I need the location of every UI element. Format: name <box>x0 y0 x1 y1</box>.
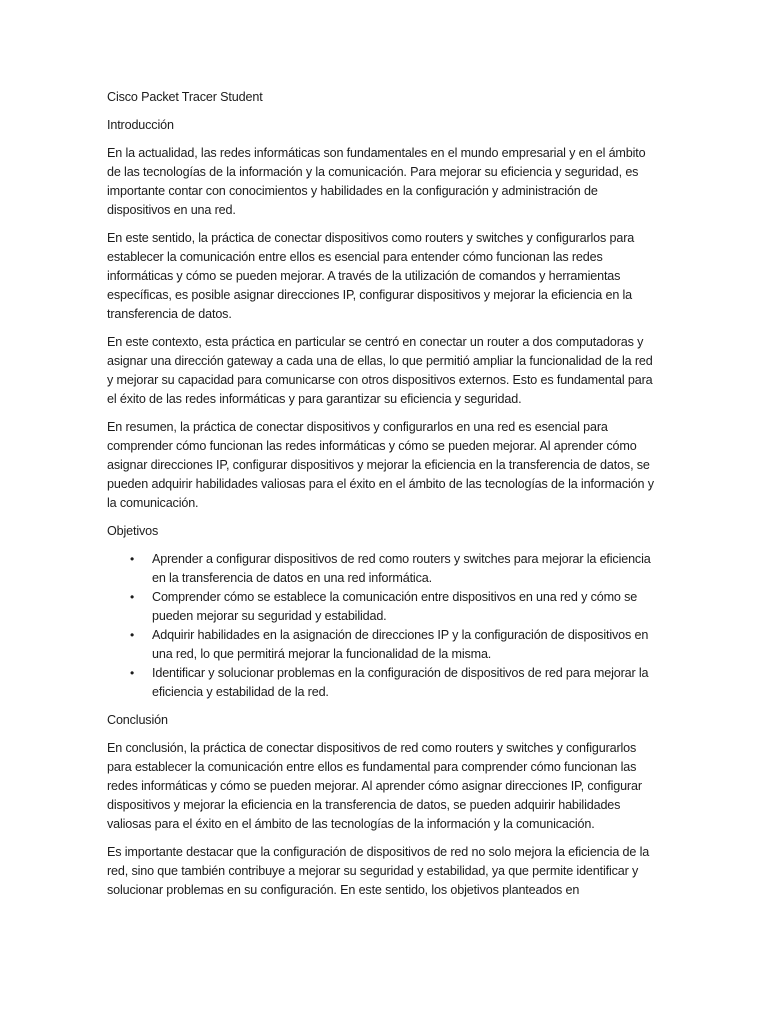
intro-paragraph: En resumen, la práctica de conectar dispositivos y configurarlos en una red es esencial para comprender cómo funcionan las redes informáticas y cómo se pueden mejorar. Al aprender cómo asignar direcciones IP, configurar dispositivos y mejorar la eficiencia en la transferencia de datos, se pueden adquirir habilidades valiosas para el éxito en el ámbito de las tecnologías de la información y la comunicación. <box>107 420 654 510</box>
objective-item <box>107 626 661 664</box>
bullet-icon: • <box>130 666 135 680</box>
objective-item <box>107 588 661 626</box>
section-heading-introduction: Introducción <box>107 118 174 132</box>
objective-text: Aprender a configurar dispositivos de red como routers y switches para mejorar la eficiencia en la transferencia de datos en una red informática. <box>152 552 651 585</box>
intro-paragraph: En este contexto, esta práctica en particular se centró en conectar un router a dos computadoras y asignar una dirección gateway a cada una de ellas, lo que permitió ampliar la funcionalidad de la red y mejorar su capacidad para comunicarse con otros dispositivos externos. Esto es fundamental para el éxito de las redes informáticas y para garantizar su eficiencia y seguridad. <box>107 335 653 406</box>
document-title: Cisco Packet Tracer Student <box>107 90 263 104</box>
conclusion-paragraph: Es importante destacar que la configuración de dispositivos de red no solo mejora la eficiencia de la red, sino que también contribuye a mejorar su seguridad y estabilidad, ya que permite identificar y solucionar problemas en su configuración. En este sentido, los objetivos planteados en <box>107 845 650 897</box>
bullet-icon: • <box>130 552 135 566</box>
bullet-icon: • <box>130 590 135 604</box>
section-heading-objectives: Objetivos <box>107 524 159 538</box>
objective-text: Identificar y solucionar problemas en la configuración de dispositivos de red para mejorar la eficiencia y estabilidad de la red. <box>152 666 649 699</box>
intro-paragraph: En la actualidad, las redes informáticas son fundamentales en el mundo empresarial y en el ámbito de las tecnologías de la información y la comunicación. Para mejorar su eficiencia y seguridad, es importante contar con conocimientos y habilidades en la configuración y administración de dispositivos en una red. <box>107 146 646 217</box>
objectives-list <box>107 550 661 702</box>
objective-item <box>107 550 661 588</box>
objective-text: Adquirir habilidades en la asignación de direcciones IP y la configuración de dispositivos en una red, lo que permitirá mejorar la funcionalidad de la misma. <box>152 628 649 661</box>
conclusion-paragraph: En conclusión, la práctica de conectar dispositivos de red como routers y switches y configurarlos para establecer la comunicación entre ellos es fundamental para comprender cómo funcionan las redes informáticas y cómo se pueden mejorar. Al aprender cómo asignar direcciones IP, configurar dispositivos y mejorar la eficiencia en la transferencia de datos, se pueden adquirir habilidades valiosas para el éxito en el ámbito de las tecnologías de la información y la comunicación. <box>107 741 642 831</box>
section-heading-conclusion: Conclusión <box>107 713 168 727</box>
intro-paragraph: En este sentido, la práctica de conectar dispositivos como routers y switches y configurarlos para establecer la comunicación entre ellos es esencial para entender cómo funcionan las redes informáticas y cómo se pueden mejorar. A través de la utilización de comandos y herramientas específicas, es posible asignar direcciones IP, configurar dispositivos y mejorar la eficiencia en la transferencia de datos. <box>107 231 635 321</box>
objective-item <box>107 664 661 702</box>
document-body <box>107 88 661 909</box>
objective-text: Comprender cómo se establece la comunicación entre dispositivos en una red y cómo se pueden mejorar su seguridad y estabilidad. <box>152 590 638 623</box>
bullet-icon: • <box>130 628 135 642</box>
